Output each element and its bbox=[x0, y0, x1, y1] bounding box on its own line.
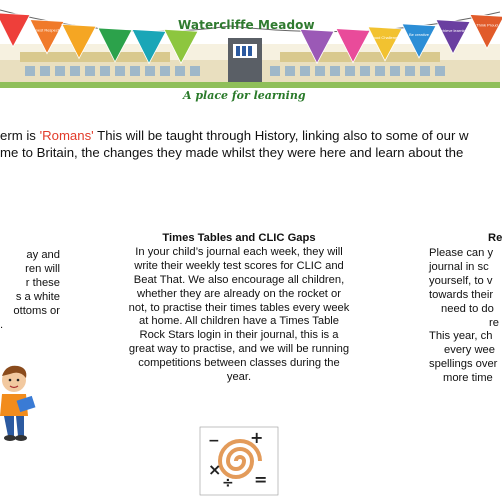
times-tables-section bbox=[118, 232, 360, 385]
svg-text:−: − bbox=[208, 433, 220, 449]
svg-text:+: + bbox=[250, 428, 264, 447]
times-tables-line: great way to practise, and we will be running bbox=[128, 343, 350, 356]
right-line: This year, ch bbox=[429, 330, 493, 343]
topic-name: 'Romans' bbox=[39, 128, 94, 143]
right-line: every wee bbox=[444, 344, 495, 357]
intro-line-1 bbox=[0, 128, 469, 143]
times-tables-line: not, to practise their times tables every week bbox=[128, 301, 350, 314]
right-line: towards their bbox=[429, 288, 494, 301]
right-line: journal in sc bbox=[429, 260, 489, 273]
intro-line-1-prefix: erm is bbox=[0, 128, 40, 143]
times-tables-line: year. bbox=[226, 371, 252, 384]
child-reading-icon bbox=[0, 362, 40, 442]
times-tables-line: whether they are already on the rocket or bbox=[137, 287, 341, 300]
bunting-flag-label: Achieve learning bbox=[438, 27, 468, 33]
left-line: r these bbox=[25, 276, 60, 289]
intro-line-2: me to Britain, the changes they made whilst they were here and learn about the bbox=[0, 145, 464, 160]
maths-symbols-icon bbox=[200, 427, 278, 495]
bunting-flag-label: Honest Respected bbox=[30, 27, 64, 33]
svg-text:=: = bbox=[254, 470, 268, 489]
right-column-title: Re bbox=[488, 232, 502, 244]
right-line: re bbox=[489, 316, 499, 329]
times-tables-line: competitions between classes during the bbox=[138, 357, 340, 370]
times-tables-line: at home. All children have a Times Table bbox=[138, 315, 340, 328]
bunting-flag-label: Good Challenge bbox=[370, 34, 400, 40]
left-line: . bbox=[0, 318, 4, 331]
left-line: s a white bbox=[15, 290, 60, 303]
right-line: yourself, to v bbox=[429, 274, 493, 287]
times-tables-line: In your child’s journal each week, they will bbox=[135, 245, 343, 258]
bunting-flag-label: Be creative bbox=[408, 31, 430, 37]
bunting-flag-label: Think Proud bbox=[476, 22, 498, 28]
right-column-text bbox=[429, 247, 499, 386]
right-line: need to do bbox=[441, 302, 494, 315]
left-line: ottoms or bbox=[13, 304, 60, 317]
svg-text:÷: ÷ bbox=[222, 475, 234, 491]
intro-line-1-suffix: This will be taught through History, linking also to some of our w bbox=[93, 128, 469, 143]
times-tables-line: write their weekly test scores for CLIC and bbox=[134, 259, 344, 272]
right-line: spellings over bbox=[429, 358, 498, 371]
times-tables-title: Times Tables and CLIC Gaps bbox=[162, 232, 316, 244]
svg-text:×: × bbox=[208, 460, 222, 479]
times-tables-line: Rock Stars login in their journal, this is a bbox=[139, 329, 339, 342]
bunting-flag bbox=[470, 14, 502, 48]
right-line: Please can y bbox=[429, 247, 494, 259]
school-tagline: A place for learning bbox=[183, 89, 306, 102]
school-name: Watercliffe Meadow bbox=[178, 18, 315, 32]
left-line: ren will bbox=[25, 262, 60, 275]
left-line: ay and bbox=[26, 249, 60, 261]
right-line: more time bbox=[443, 372, 493, 385]
bunting-flag bbox=[0, 13, 30, 47]
times-tables-line: Beat That. We also encourage all children, bbox=[133, 273, 345, 286]
left-column-text bbox=[0, 249, 60, 332]
